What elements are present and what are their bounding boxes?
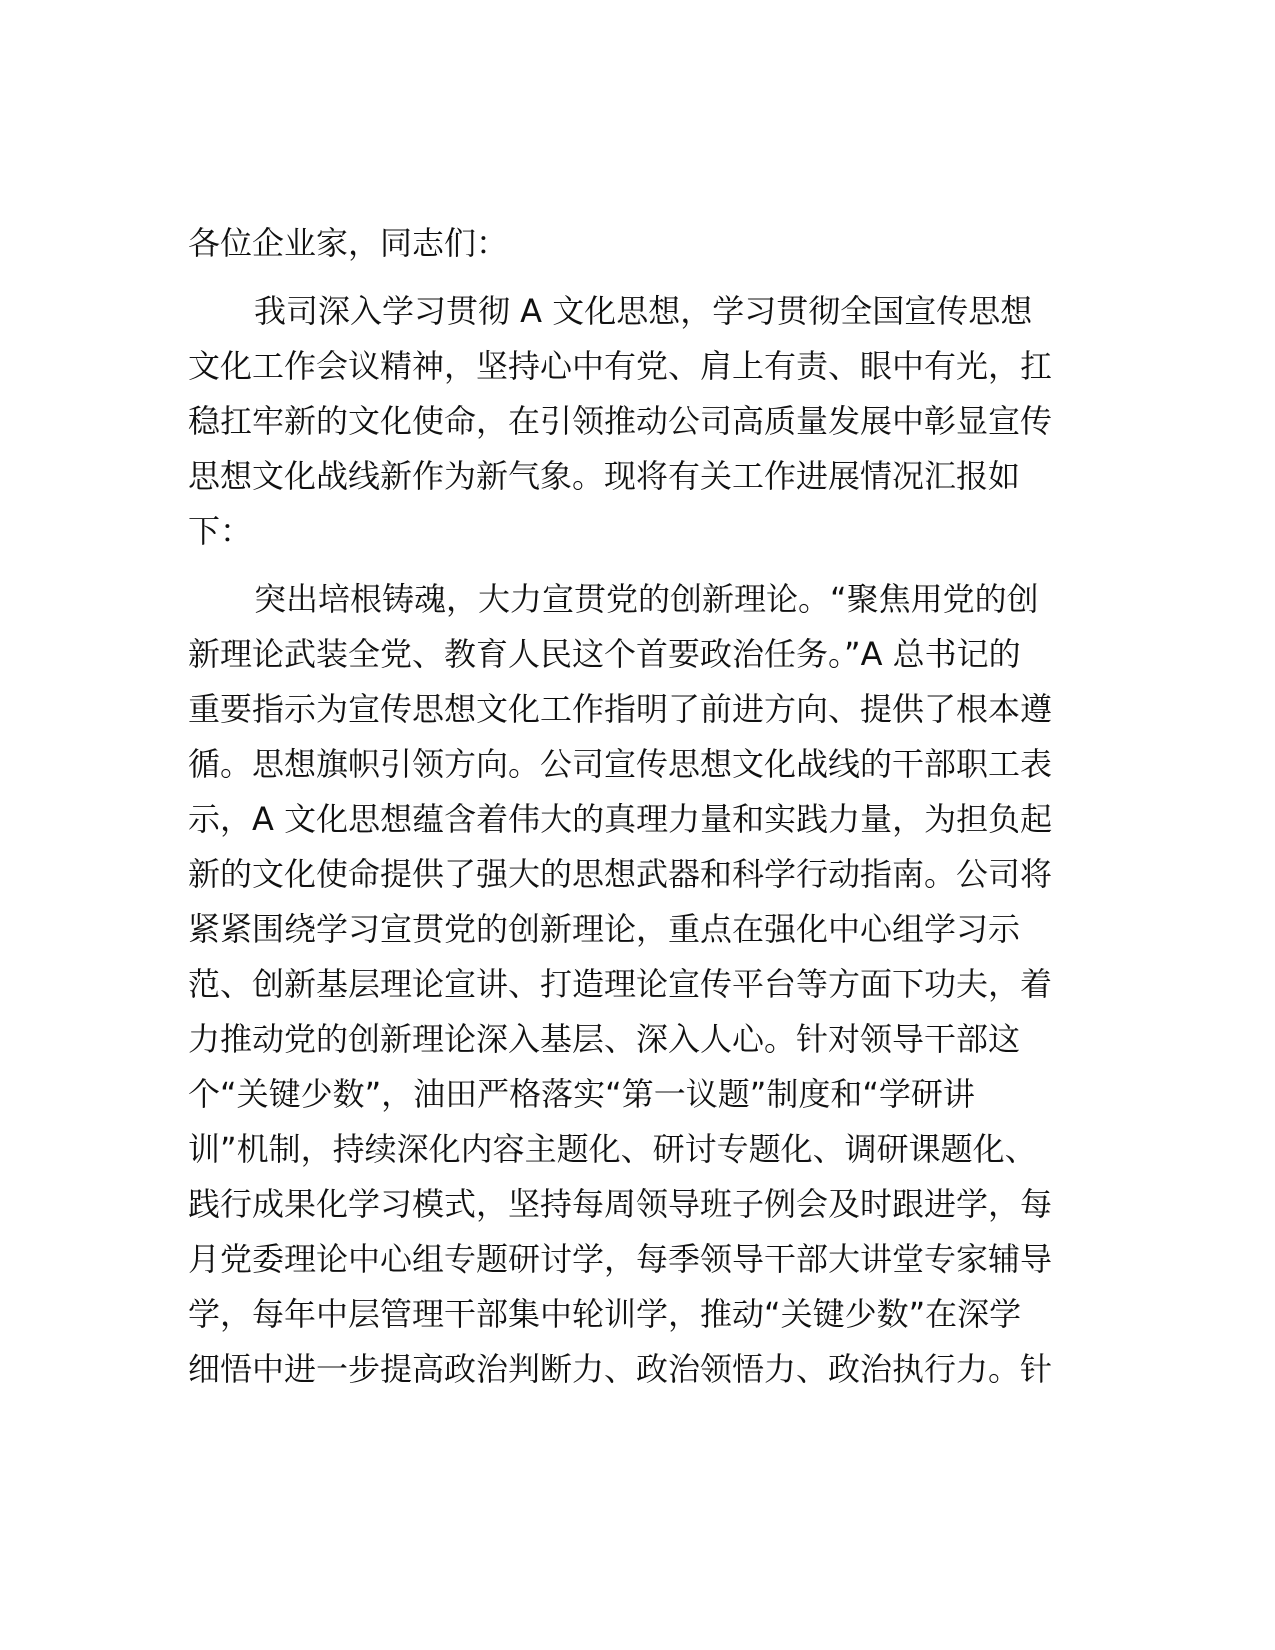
salutation: 各位企业家，同志们： <box>188 224 509 262</box>
paragraph-1-line-5: 下： <box>188 512 253 550</box>
paragraph-2-line-9: 力推动党的创新理论深入基层、深入人心。针对领导干部这 <box>188 1020 1021 1058</box>
paragraph-2-line-3: 重要指示为宣传思想文化工作指明了前进方向、提供了根本遵 <box>188 690 1053 728</box>
paragraph-2-line-8: 范、创新基层理论宣讲、打造理论宣传平台等方面下功夫，着 <box>188 965 1053 1003</box>
paragraph-2-line-5: 示，A 文化思想蕴含着伟大的真理力量和实践力量，为担负起 <box>188 800 1053 838</box>
paragraph-2-line-1: 突出培根铸魂，大力宣贯党的创新理论。“聚焦用党的创 <box>254 580 1039 618</box>
paragraph-1-line-2: 文化工作会议精神，坚持心中有党、肩上有责、眼中有光，扛 <box>188 347 1053 385</box>
paragraph-1-line-1: 我司深入学习贯彻 A 文化思想，学习贯彻全国宣传思想 <box>254 292 1033 330</box>
paragraph-2-line-6: 新的文化使命提供了强大的思想武器和科学行动指南。公司将 <box>188 855 1053 893</box>
paragraph-2-line-7: 紧紧围绕学习宣贯党的创新理论，重点在强化中心组学习示 <box>188 910 1021 948</box>
paragraph-2-line-13: 月党委理论中心组专题研讨学，每季领导干部大讲堂专家辅导 <box>188 1240 1053 1278</box>
paragraph-2-line-10: 个“关键少数”，油田严格落实“第一议题”制度和“学研讲 <box>188 1075 975 1113</box>
paragraph-2-line-15: 细悟中进一步提高政治判断力、政治领悟力、政治执行力。针 <box>188 1350 1053 1388</box>
paragraph-2-line-11: 训”机制，持续深化内容主题化、研讨专题化、调研课题化、 <box>188 1130 1037 1168</box>
paragraph-2-line-14: 学，每年中层管理干部集中轮训学，推动“关键少数”在深学 <box>188 1295 1022 1333</box>
paragraph-1-line-3: 稳扛牢新的文化使命，在引领推动公司高质量发展中彰显宣传 <box>188 402 1053 440</box>
paragraph-2-line-4: 循。思想旗帜引领方向。公司宣传思想文化战线的干部职工表 <box>188 745 1053 783</box>
paragraph-2-line-12: 践行成果化学习模式，坚持每周领导班子例会及时跟进学，每 <box>188 1185 1053 1223</box>
paragraph-2-line-2: 新理论武装全党、教育人民这个首要政治任务。”A 总书记的 <box>188 635 1021 673</box>
paragraph-1-line-4: 思想文化战线新作为新气象。现将有关工作进展情况汇报如 <box>188 457 1021 495</box>
